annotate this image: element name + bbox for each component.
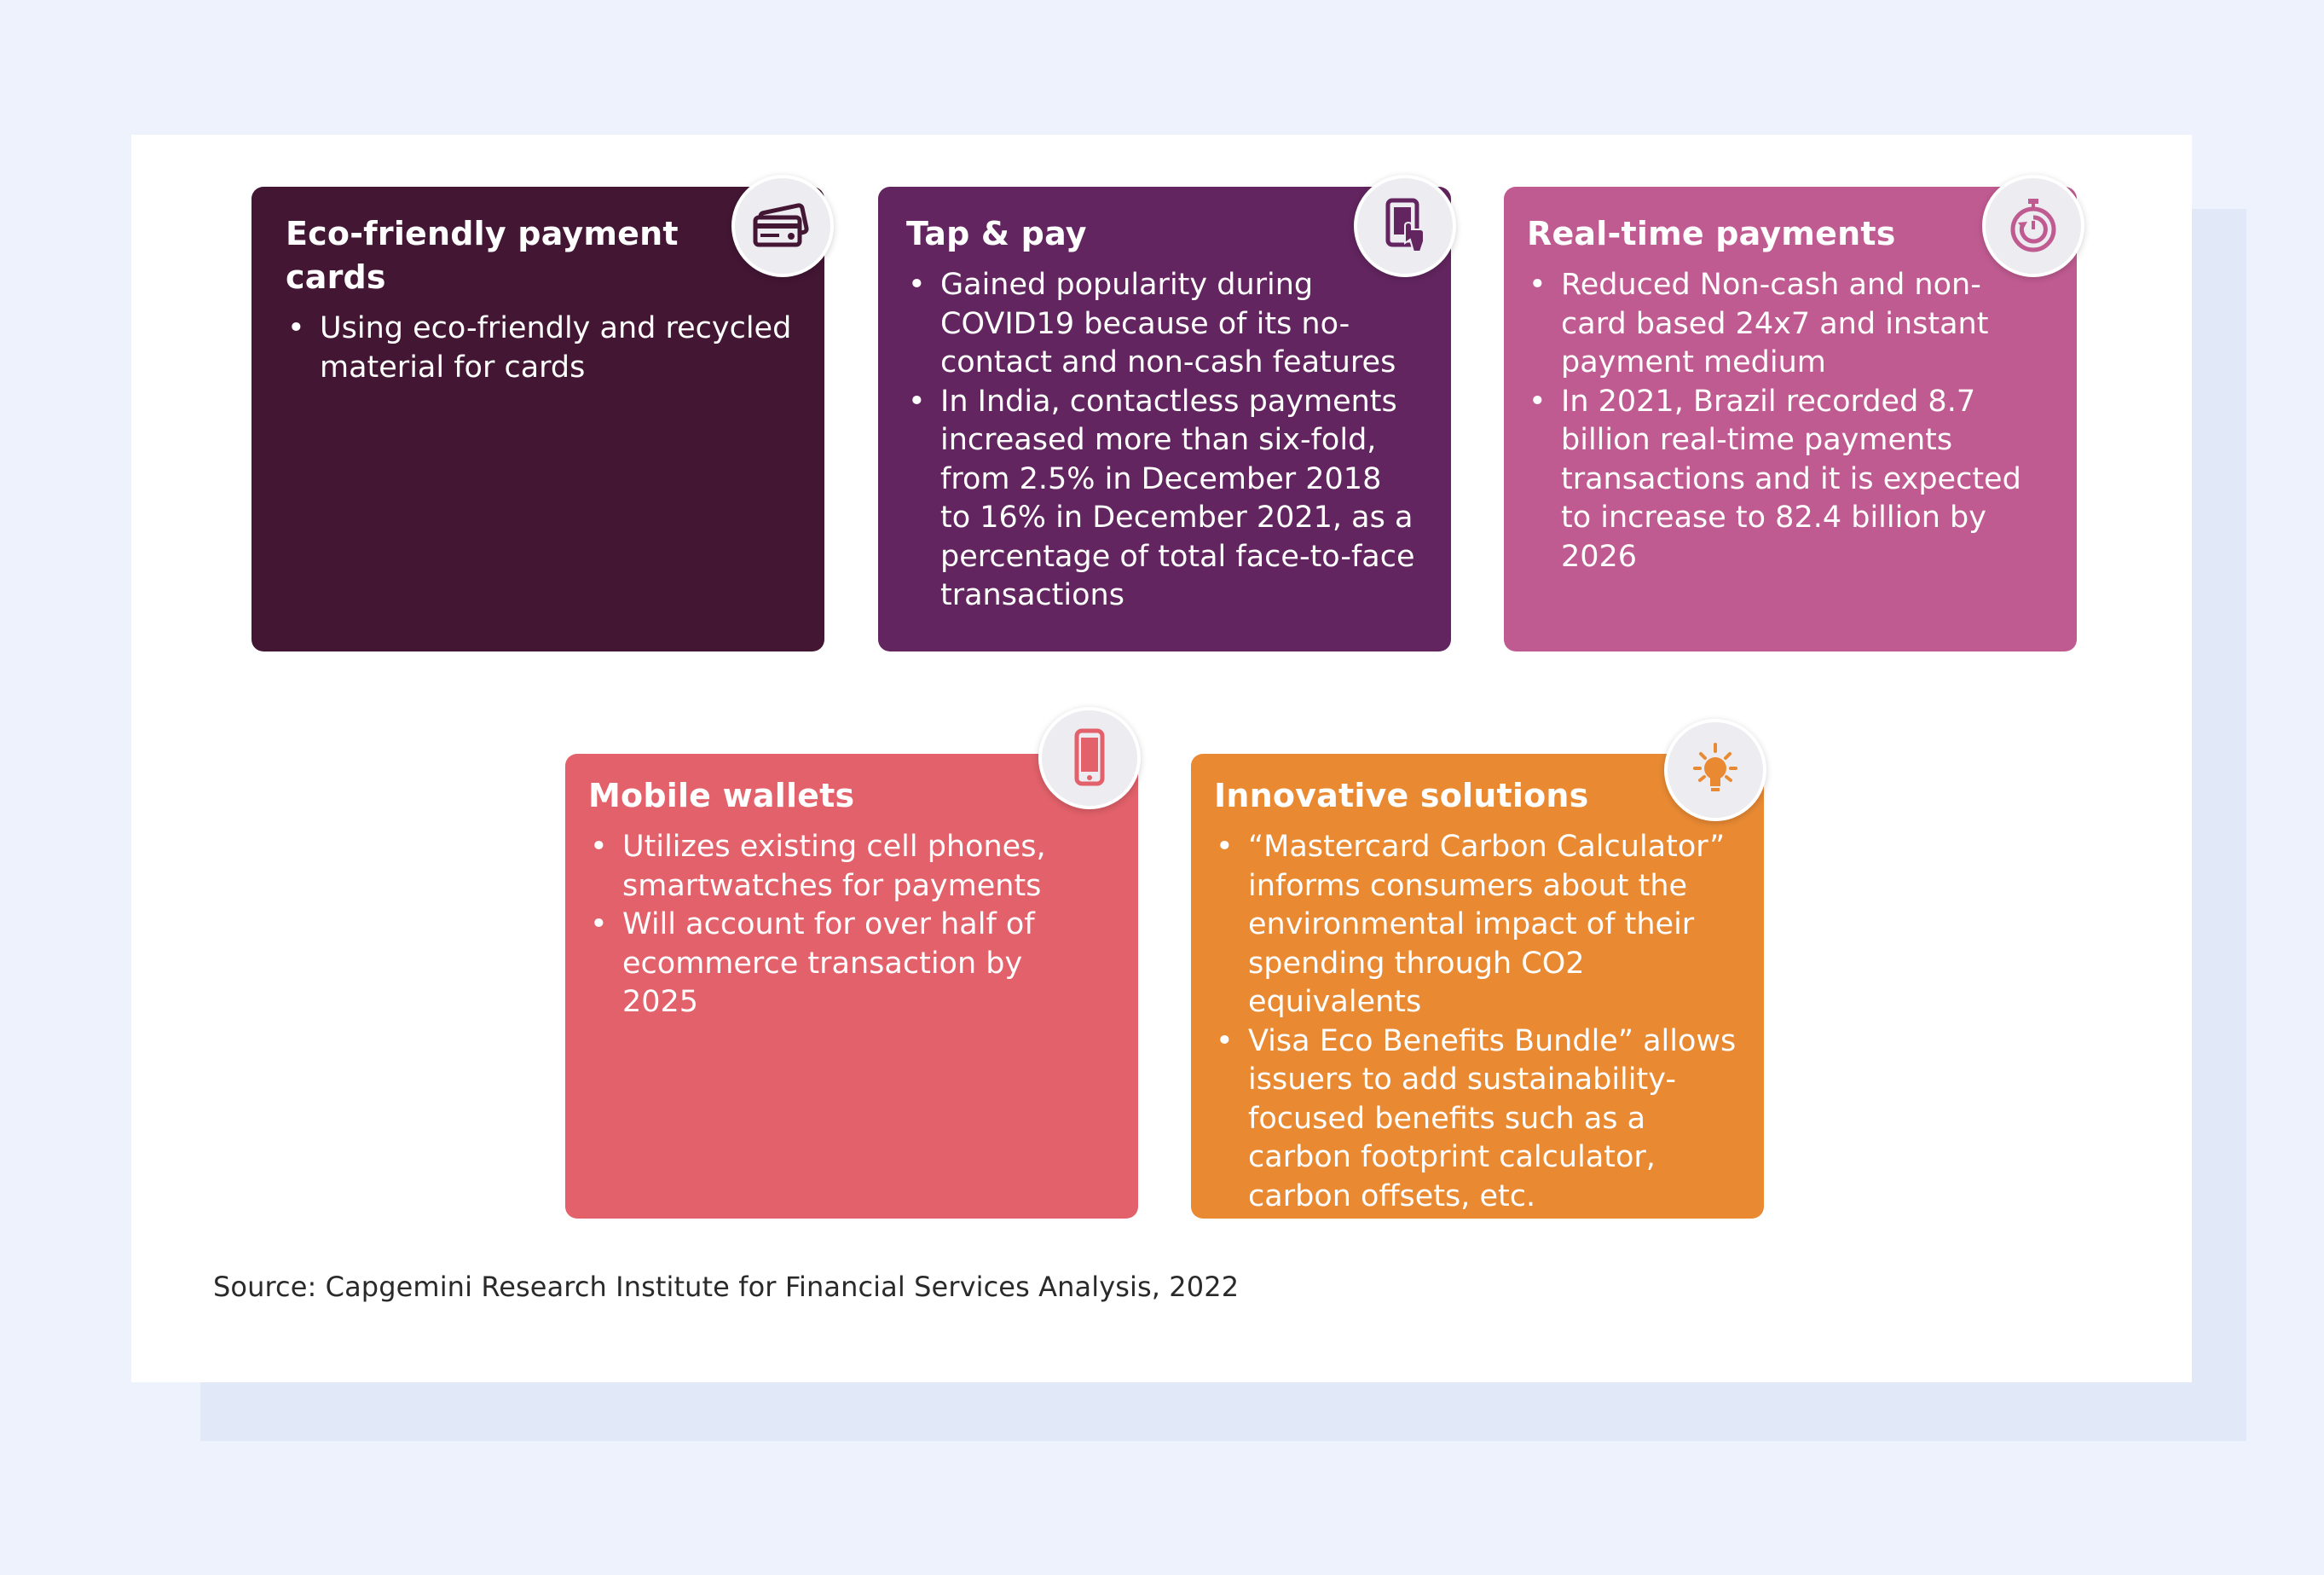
bullet-list xyxy=(906,266,1418,616)
card-title: Tap & pay xyxy=(906,215,1087,252)
bullet-item: • Using eco-friendly and recycled material for cards xyxy=(286,310,797,387)
bullet-list xyxy=(1214,828,1743,1216)
bullet-item: • Will account for over half of ecommerce transaction by 2025 xyxy=(588,906,1100,1022)
card-title: Real-time payments xyxy=(1527,215,1896,252)
bullet-item: • In 2021, Brazil recorded 8.7 billion real-time payments transactions and it is expected to increase to 82.4 billion by 2026 xyxy=(1527,383,2038,577)
card-title: Eco-friendly payment cards xyxy=(286,215,679,296)
tap-phone-icon xyxy=(1354,175,1456,277)
bullet-item: • Visa Eco Benefits Bundle” allows issuers to add sustainability-focused benefits such as a carbon footprint calculator, carbon offsets, etc. xyxy=(1214,1022,1743,1217)
card-eco-friendly-payment-cards xyxy=(251,187,824,651)
bullet-list xyxy=(286,310,797,387)
bullet-item: • Reduced Non-cash and non-card based 24x7 and instant payment medium xyxy=(1527,266,2038,383)
card-title: Mobile wallets xyxy=(588,777,855,814)
credit-card-icon xyxy=(731,175,834,277)
card-title: Innovative solutions xyxy=(1214,777,1589,814)
mobile-phone-icon xyxy=(1038,707,1141,809)
source-note: Source: Capgemini Research Institute for Financial Services Analysis, 2022 xyxy=(213,1271,1240,1303)
bullet-item: • In India, contactless payments increased more than six-fold, from 2.5% in December 2018 to 16% in December 2021, as a percentage of total face-to-face transactions xyxy=(906,383,1418,616)
card-mobile-wallets xyxy=(565,754,1138,1219)
lightbulb-icon xyxy=(1664,719,1766,821)
bullet-list xyxy=(588,828,1100,1022)
bullet-list xyxy=(1527,266,2038,576)
stopwatch-icon xyxy=(1982,175,2084,277)
card-innovative-solutions xyxy=(1191,754,1764,1219)
bullet-item: • “Mastercard Carbon Calculator” informs consumers about the environmental impact of their spending through CO2 equivalents xyxy=(1214,828,1743,1022)
bullet-item: • Utilizes existing cell phones, smartwatches for payments xyxy=(588,828,1100,906)
card-real-time-payments xyxy=(1504,187,2077,651)
bullet-item: • Gained popularity during COVID19 because of its no-contact and non-cash features xyxy=(906,266,1418,383)
